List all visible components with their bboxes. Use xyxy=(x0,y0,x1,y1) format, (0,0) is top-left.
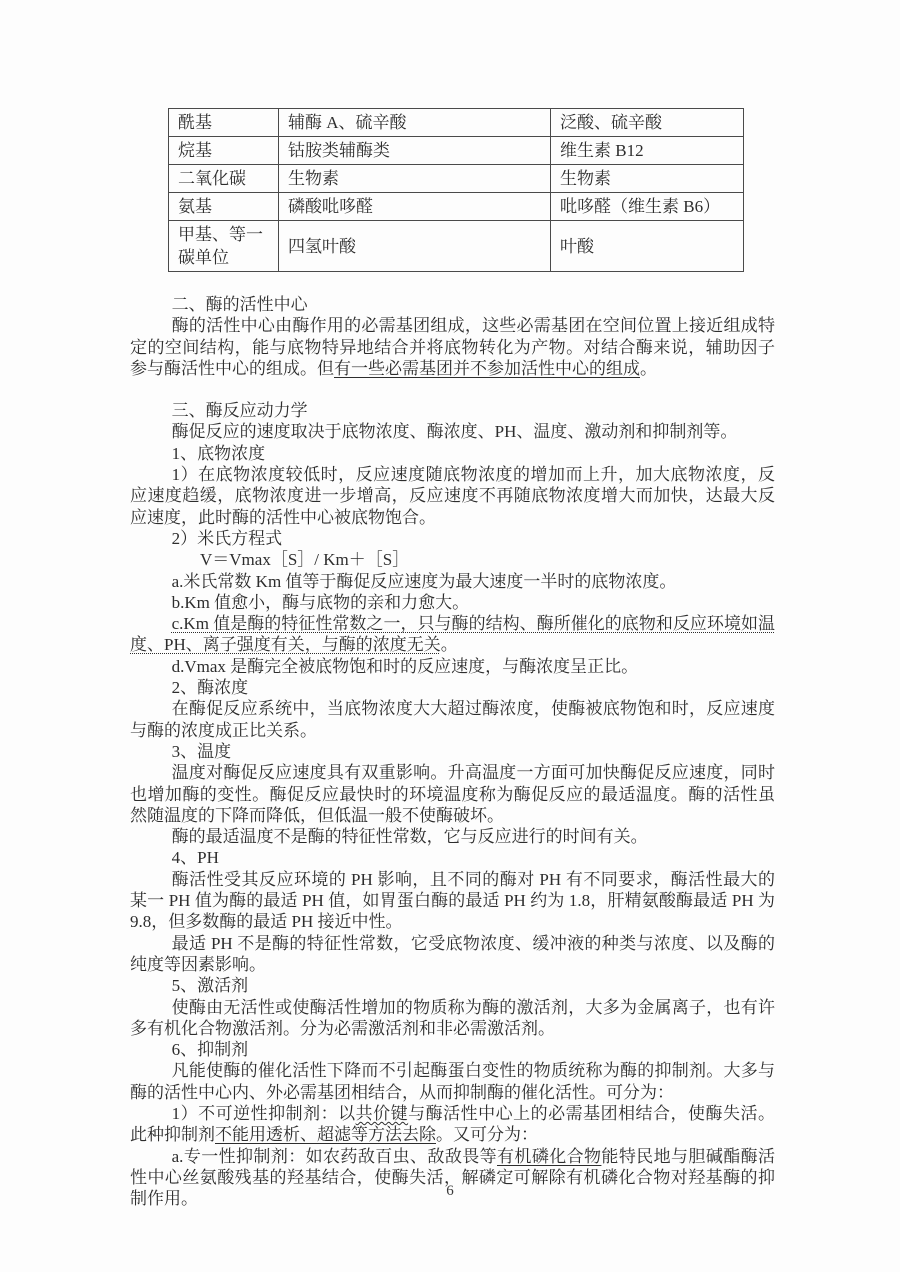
table-cell: 酰基 xyxy=(169,109,279,137)
paragraph xyxy=(130,741,775,762)
text-run: 。 xyxy=(440,635,458,655)
section-heading xyxy=(130,400,775,421)
text-run: 三、酶反应动力学 xyxy=(171,401,308,421)
text-run: 1）不可逆性抑制剂：以 xyxy=(171,1103,356,1123)
paragraph xyxy=(130,1103,775,1146)
text-run: 1）在底物浓度较低时，反应速度随底物浓度的增加而上升，加大底物浓度，反应速度趋缓，底物浓度进一步增高，反应速度不再随底物浓度增大而加快，达最大反应速度，此时酶的活性中心被底物饱合。 xyxy=(130,465,775,527)
table-cell: 生物素 xyxy=(279,165,551,193)
paragraph xyxy=(130,869,775,933)
paragraph xyxy=(130,762,775,826)
paragraph xyxy=(130,826,775,847)
table-cell: 吡哆醛（维生素 B6） xyxy=(551,193,744,221)
table-cell: 生物素 xyxy=(551,165,744,193)
underlined-text: 共价键 xyxy=(355,1103,409,1123)
paragraph xyxy=(130,592,775,613)
paragraph xyxy=(130,677,775,698)
page-number: 6 xyxy=(446,1183,454,1199)
table-cell: 泛酸、硫辛酸 xyxy=(551,109,744,137)
table-cell: 氨基 xyxy=(169,193,279,221)
table-cell: 维生素 B12 xyxy=(551,137,744,165)
text-run: 6、抑制剂 xyxy=(171,1040,249,1060)
paragraph xyxy=(130,571,775,592)
text-run: 2、酶浓度 xyxy=(171,678,249,698)
cofactor-table-body xyxy=(169,109,744,272)
underlined-text: c.Km 值是酶的特征性常数之一，只与酶的结构、酶所催化的底物和反应环境如温度、PH、离子强度有关，与酶的浓度无关 xyxy=(130,614,775,655)
text-run: a.米氏常数 Km 值等于酶促反应速度为最大速度一半时的底物浓度。 xyxy=(171,571,677,591)
text-run: V＝Vmax［S］/ Km＋［S］ xyxy=(200,550,410,570)
paragraph xyxy=(130,656,775,677)
text-run: 。 xyxy=(640,358,657,378)
table-row xyxy=(169,193,744,221)
paragraph xyxy=(130,421,775,442)
text-run: 二、酶的活性中心 xyxy=(171,295,308,314)
document-body xyxy=(130,294,775,1209)
text-run: 4、PH xyxy=(171,848,219,868)
text-run: 温度对酶促反应速度具有双重影响。升高温度一方面可加快酶促反应速度，同时也增加酶的变性。酶促反应最快时的环境温度称为酶促反应的最适温度。酶的活性虽然随温度的下降而降低，但低温一般不使酶破坏。 xyxy=(130,763,775,825)
text-run: d.Vmax 是酶完全被底物饱和时的反应速度，与酶浓度呈正比。 xyxy=(171,656,639,676)
table-cell: 叶酸 xyxy=(551,221,744,272)
text-run: 酶促反应的速度取决于底物浓度、酶浓度、PH、温度、激动剂和抑制剂等。 xyxy=(171,422,738,442)
text-run: a.专一性抑制剂：如农药敌百虫、敌敌畏等 xyxy=(171,1146,498,1166)
michaelis-equation xyxy=(130,549,775,570)
paragraph xyxy=(130,315,775,379)
text-run: 1、底物浓度 xyxy=(171,443,266,463)
paragraph xyxy=(130,464,775,528)
text-run: 。又可分为： xyxy=(436,1125,538,1145)
paragraph xyxy=(130,997,775,1040)
table-cell: 磷酸吡哆醛 xyxy=(279,193,551,221)
text-run: b.Km 值愈小，酶与底物的亲和力愈大。 xyxy=(171,592,470,612)
table-row xyxy=(169,221,744,272)
text-run: 在酶促反应系统中，当底物浓度大大超过酶浓度，使酶被底物饱和时，反应速度与酶的浓度成正比关系。 xyxy=(130,699,775,740)
text-run: 使酶由无活性或使酶活性增加的物质称为酶的激活剂，大多为金属离子，也有许多有机化合物激活剂。分为必需激活剂和非必需激活剂。 xyxy=(130,997,775,1038)
table-row xyxy=(169,165,744,193)
table-cell: 二氧化碳 xyxy=(169,165,279,193)
table-cell: 钴胺类辅酶类 xyxy=(279,137,551,165)
text-run: 凡能使酶的催化活性下降而不引起酶蛋白变性的物质统称为酶的抑制剂。大多与酶的活性中心内、外必需基团相结合，从而抑制酶的催化活性。可分为： xyxy=(130,1061,775,1102)
text-run: 5、激活剂 xyxy=(171,976,249,996)
paragraph xyxy=(130,613,775,656)
text-run: 与酶活性中心上的必需基团相结合，使酶失活。此种抑制剂 xyxy=(130,1103,776,1145)
text-run: 酶活性受其反应环境的 PH 影响，且不同的酶对 PH 有不同要求，酶活性最大的某一 PH 值为酶的最适 PH 值，如胃蛋白酶的最适 PH 约为 1.8，肝精氨酸酶最适 PH 为 9.8，但多数酶的最适 PH 接近中性。 xyxy=(130,869,775,932)
text-run: 酶的最适温度不是酶的特征性常数，它与反应进行的时间有关。 xyxy=(171,827,648,847)
table-cell: 辅酶 A、硫辛酸 xyxy=(279,109,551,137)
paragraph xyxy=(130,528,775,549)
paragraph xyxy=(130,698,775,741)
paragraph xyxy=(130,975,775,996)
text-run: 2）米氏方程式 xyxy=(171,528,283,548)
underlined-text: 不能用透析、超滤等方法去除 xyxy=(215,1125,436,1145)
table-cell: 四氢叶酸 xyxy=(279,221,551,272)
table-row xyxy=(169,109,744,137)
text-run: 3、温度 xyxy=(171,741,232,761)
cofactor-table xyxy=(168,108,744,272)
text-run: 最适 PH 不是酶的特征性常数，它受底物浓度、缓冲液的种类与浓度、以及酶的纯度等因素影响。 xyxy=(130,933,775,974)
table-cell: 甲基、等一碳单位 xyxy=(169,221,279,272)
section-heading xyxy=(130,294,775,315)
paragraph xyxy=(130,1039,775,1060)
paragraph xyxy=(130,847,775,868)
text-run: 酶的活性中心由酶作用的必需基团组成，这些必需基团在空间位置上接近组成特定的空间结构，能与底物特异地结合并将底物转化为产物。对结合酶来说，辅助因子参与酶活性中心的组成。但 xyxy=(130,316,775,378)
paragraph xyxy=(130,1060,775,1103)
paragraph xyxy=(130,933,775,976)
underlined-text: 有机磷化合物 xyxy=(497,1146,602,1166)
table-cell: 烷基 xyxy=(169,137,279,165)
table-row xyxy=(169,137,744,165)
underlined-text: 有一些必需基团并不参加活性中心的组成 xyxy=(334,358,640,378)
paragraph xyxy=(130,443,775,464)
text-run: 能特民地与胆碱酯酶活性中心丝氨酸残基的羟基结合，使酶失活，解磷定可解除有机磷化合物对羟基酶的抑制作用。 xyxy=(130,1146,776,1209)
